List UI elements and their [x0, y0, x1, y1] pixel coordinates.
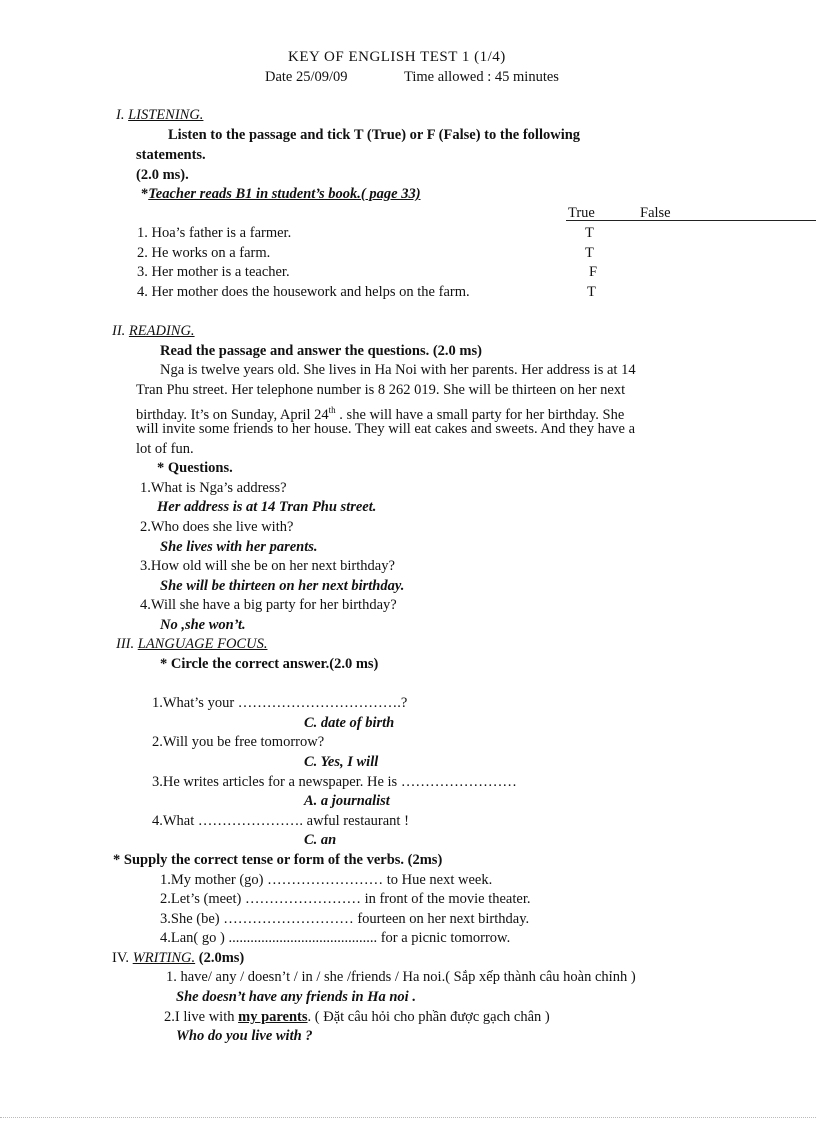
section-title: LANGUAGE FOCUS. — [137, 636, 268, 652]
mc-question: 2.Will you be free tomorrow? — [152, 734, 325, 750]
mc-question: 3.He writes articles for a newspaper. He is …………………… — [152, 774, 517, 790]
reading-question: 4.Will she have a big party for her birthday? — [140, 597, 397, 613]
passage-text: birthday. It’s on Sunday, April 24 — [136, 406, 329, 423]
writing-answer: Who do you live with ? — [176, 1028, 313, 1044]
listening-statement: 3. Her mother is a teacher. — [137, 264, 290, 280]
reading-answer: No ,she won’t. — [160, 617, 246, 633]
reading-passage-line: lot of fun. — [136, 441, 194, 457]
table-header-rule — [566, 220, 816, 221]
note-text: Teacher reads B1 in student’s book.( page 33) — [148, 186, 421, 202]
supply-verb-item: 4.Lan( go ) ......................................... for a picnic tomorrow. — [160, 930, 511, 946]
language-focus-instruction: * Circle the correct answer.(2.0 ms) — [160, 656, 379, 672]
mc-question: 4.What …………………. awful restaurant ! — [152, 813, 409, 829]
listening-statement: 1. Hoa’s father is a farmer. — [137, 225, 292, 241]
listening-note — [141, 185, 421, 203]
section-numeral: IV. — [112, 950, 130, 966]
listening-statement: 4. Her mother does the housework and helps on the farm. — [137, 284, 470, 300]
mc-question: 1.What’s your …………………………….? — [152, 695, 408, 711]
test-date: Date 25/09/09 — [265, 69, 348, 85]
listening-instruction: Listen to the passage and tick T (True) or F (False) to the following — [168, 127, 581, 143]
mc-answer: C. Yes, I will — [304, 754, 379, 770]
passage-text: . she will have a small party for her birthday. She — [335, 406, 625, 423]
supply-verb-item: 2.Let’s (meet) …………………… in front of the movie theater. — [160, 891, 531, 907]
reading-question: 3.How old will she be on her next birthday? — [140, 558, 395, 574]
section-numeral: I. — [116, 107, 125, 123]
reading-question: 1.What is Nga’s address? — [140, 480, 287, 496]
section-listening-heading — [116, 106, 203, 124]
reading-instruction: Read the passage and answer the questions. (2.0 ms) — [160, 343, 482, 359]
reading-passage-line: will invite some friends to her house. They will eat cakes and sweets. And they have a — [136, 421, 636, 437]
section-language-focus-heading — [116, 635, 267, 653]
supply-verb-item: 1.My mother (go) …………………… to Hue next week. — [160, 872, 493, 888]
writing-answer: She doesn’t have any friends in Ha noi . — [176, 989, 416, 1005]
questions-label: * Questions. — [157, 460, 233, 476]
question-text: . ( Đặt câu hỏi cho phần được gạch chân ) — [307, 1009, 550, 1025]
writing-question — [164, 1008, 550, 1026]
reading-answer: She will be thirteen on her next birthday. — [160, 578, 405, 594]
col-false-header: False — [640, 205, 671, 221]
col-true-header: True — [568, 205, 595, 221]
listening-statement: 2. He works on a farm. — [137, 245, 271, 261]
writing-question: 1. have/ any / doesn’t / in / she /friends / Ha noi.( Sắp xếp thành câu hoàn chỉnh ) — [166, 969, 636, 985]
question-text: 2.I live with — [164, 1009, 239, 1025]
listening-marks: (2.0 ms). — [136, 167, 189, 183]
underlined-phrase: my parents — [238, 1009, 308, 1025]
page-bottom-rule — [0, 1117, 816, 1118]
reading-answer: Her address is at 14 Tran Phu street. — [157, 499, 377, 515]
reading-question: 2.Who does she live with? — [140, 519, 294, 535]
mc-answer: A. a journalist — [304, 793, 390, 809]
time-allowed: Time allowed : 45 minutes — [404, 69, 559, 85]
section-title: LISTENING. — [128, 107, 204, 123]
mc-answer: C. date of birth — [304, 715, 395, 731]
section-reading-heading — [112, 322, 195, 340]
section-title: READING. — [128, 323, 195, 339]
ordinal-superscript: th — [328, 405, 336, 415]
reading-answer: She lives with her parents. — [160, 539, 318, 555]
listening-answer: T — [587, 284, 596, 300]
listening-answer: T — [585, 225, 594, 241]
section-writing-heading — [112, 949, 244, 967]
writing-marks: (2.0ms) — [195, 950, 245, 966]
supply-verb-item: 3.She (be) ……………………… fourteen on her next birthday. — [160, 911, 530, 927]
reading-passage-line: Nga is twelve years old. She lives in Ha Noi with her parents. Her address is at 14 — [160, 362, 636, 378]
listening-answer: T — [585, 245, 594, 261]
page-title: KEY OF ENGLISH TEST 1 (1/4) — [288, 49, 506, 65]
listening-answer: F — [589, 264, 598, 280]
mc-answer: C. an — [304, 832, 337, 848]
note-star: * — [141, 186, 149, 202]
section-numeral: II. — [112, 323, 126, 339]
listening-instruction-cont: statements. — [136, 147, 206, 163]
section-title: WRITING. — [132, 950, 196, 966]
reading-passage-line: Tran Phu street. Her telephone number is 8 262 019. She will be thirteen on her next — [136, 382, 626, 398]
supply-verbs-heading: * Supply the correct tense or form of the verbs. (2ms) — [113, 852, 443, 868]
section-numeral: III. — [116, 636, 135, 652]
